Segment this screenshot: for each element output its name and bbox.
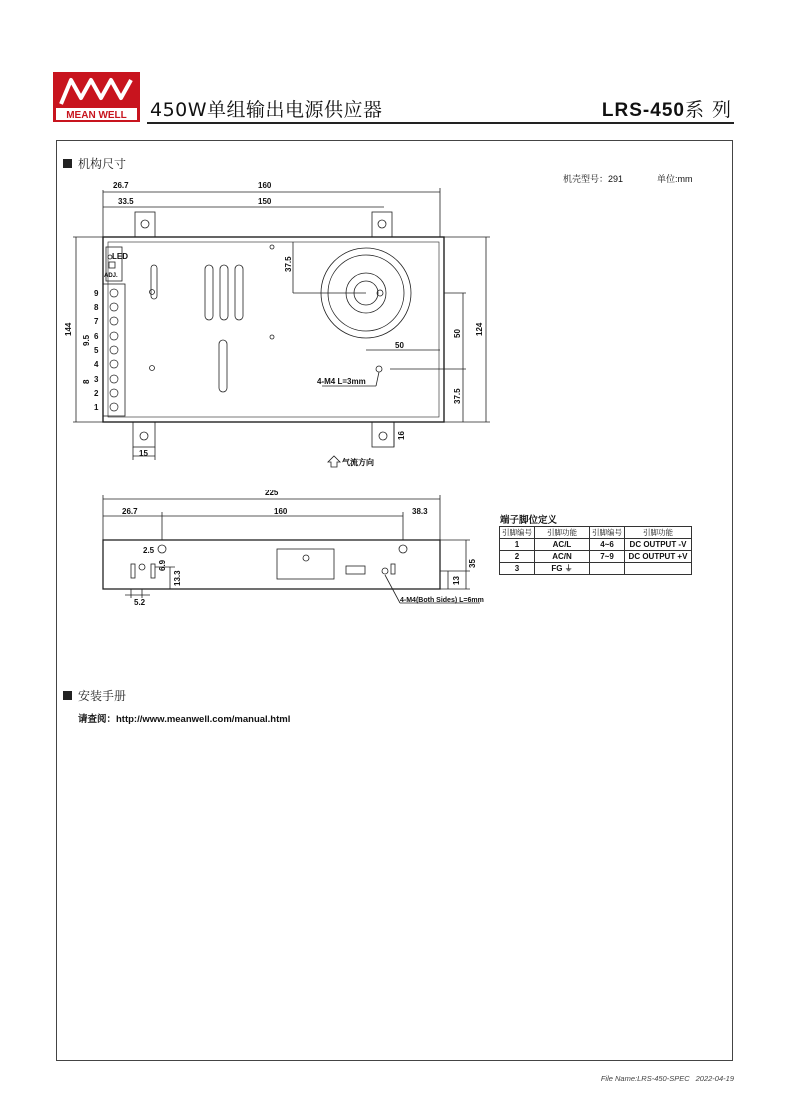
adj-label: ADJ. (104, 273, 118, 279)
section-title-mechanical (63, 155, 126, 172)
mean-well-logo (53, 72, 140, 122)
terminal-number: 4 (94, 360, 99, 369)
dim-150: 150 (258, 197, 272, 206)
cell: DC OUTPUT -V (625, 539, 692, 551)
col-header: 引脚编号 (590, 527, 625, 539)
top-view-drawing (60, 180, 500, 480)
side-dim-6-9: 6.9 (158, 559, 167, 571)
section-marker (63, 691, 72, 700)
cell (625, 563, 692, 575)
unit-label: 单位:mm (657, 174, 693, 184)
cell (590, 563, 625, 575)
section-label: 机构尺寸 (78, 157, 127, 171)
dim-144: 144 (64, 322, 73, 336)
footer-date: 2022-04-19 (695, 1074, 734, 1083)
side-dim-26-7: 26.7 (122, 507, 138, 516)
terminal-screws (110, 289, 118, 411)
dim-16: 16 (397, 431, 406, 440)
dim-26-7: 26.7 (113, 181, 129, 190)
table-row (500, 551, 692, 563)
page-title: 450W单组输出电源供应器 (150, 99, 383, 121)
side-dim-35: 35 (468, 559, 477, 568)
side-dim-2-5: 2.5 (143, 546, 155, 555)
dim-160: 160 (258, 181, 272, 190)
pin-table-title: 端子脚位定义 (500, 515, 558, 526)
cell: DC OUTPUT +V (625, 551, 692, 563)
dim-33-5: 33.5 (118, 197, 134, 206)
table-row (500, 539, 692, 551)
terminal-number: 6 (94, 332, 99, 341)
terminal-number: 9 (94, 289, 99, 298)
series-suffix: 系 列 (684, 99, 732, 121)
cell: 1 (500, 539, 535, 551)
col-header: 引脚功能 (535, 527, 590, 539)
dim-15: 15 (139, 449, 148, 458)
logo-text: MEAN WELL (66, 110, 127, 121)
side-dim-225: 225 (265, 490, 279, 497)
side-cutout (277, 549, 334, 579)
side-dim-38-3: 38.3 (412, 507, 428, 516)
side-dim-13-3: 13.3 (173, 570, 182, 586)
dim-37-5-bottom: 37.5 (453, 388, 462, 404)
top-screw-note: 4-M4 L=3mm (317, 377, 366, 386)
terminal-number: 8 (94, 303, 99, 312)
side-dim-13: 13 (452, 576, 461, 585)
terminal-number: 5 (94, 346, 99, 355)
dim-37-5-top: 37.5 (284, 256, 293, 272)
cell: 3 (500, 563, 535, 575)
dim-50-horizontal: 50 (395, 341, 404, 350)
side-dim-5-2: 5.2 (134, 598, 146, 607)
cell: AC/N (535, 551, 590, 563)
terminal-number: 7 (94, 317, 99, 326)
dim-8: 8 (82, 379, 91, 384)
terminal-number: 2 (94, 389, 99, 398)
cell: 4~6 (590, 539, 625, 551)
header-rule (147, 122, 734, 124)
manual-link-text[interactable]: 请查阅：http://www.meanwell.com/manual.html (78, 714, 291, 725)
terminal-block (103, 284, 125, 416)
footer (601, 1074, 734, 1083)
col-header: 引脚编号 (500, 527, 535, 539)
terminal-number: 3 (94, 375, 99, 384)
series-name (602, 95, 732, 122)
section-label: 安装手册 (78, 689, 127, 703)
side-dim-160: 160 (274, 507, 288, 516)
col-header: 引脚功能 (625, 527, 692, 539)
section-marker (63, 159, 72, 168)
cell: 2 (500, 551, 535, 563)
footer-file-name: File Name:LRS-450-SPEC (600, 1074, 690, 1083)
airflow-arrow-icon (328, 456, 340, 467)
table-row (500, 563, 692, 575)
section-title-installation (63, 687, 126, 704)
dim-9-5: 9.5 (82, 334, 91, 346)
table-header-row (500, 527, 692, 539)
dim-124: 124 (475, 322, 484, 336)
airflow-label: 气流方向 (342, 458, 374, 467)
side-screw-note: 4-M4(Both Sides) L=6mm (400, 597, 484, 604)
led-label: LED (112, 252, 128, 261)
series-model: LRS-450 (601, 100, 685, 121)
dim-50-vertical: 50 (453, 329, 462, 338)
pin-table (499, 526, 692, 575)
side-view-drawing (60, 490, 500, 610)
cell: 7~9 (590, 551, 625, 563)
cell: FG ⏚ (535, 563, 590, 575)
cell: AC/L (535, 539, 590, 551)
case-no-label: 机壳型号：291 (563, 174, 624, 184)
terminal-number: 1 (94, 403, 99, 412)
